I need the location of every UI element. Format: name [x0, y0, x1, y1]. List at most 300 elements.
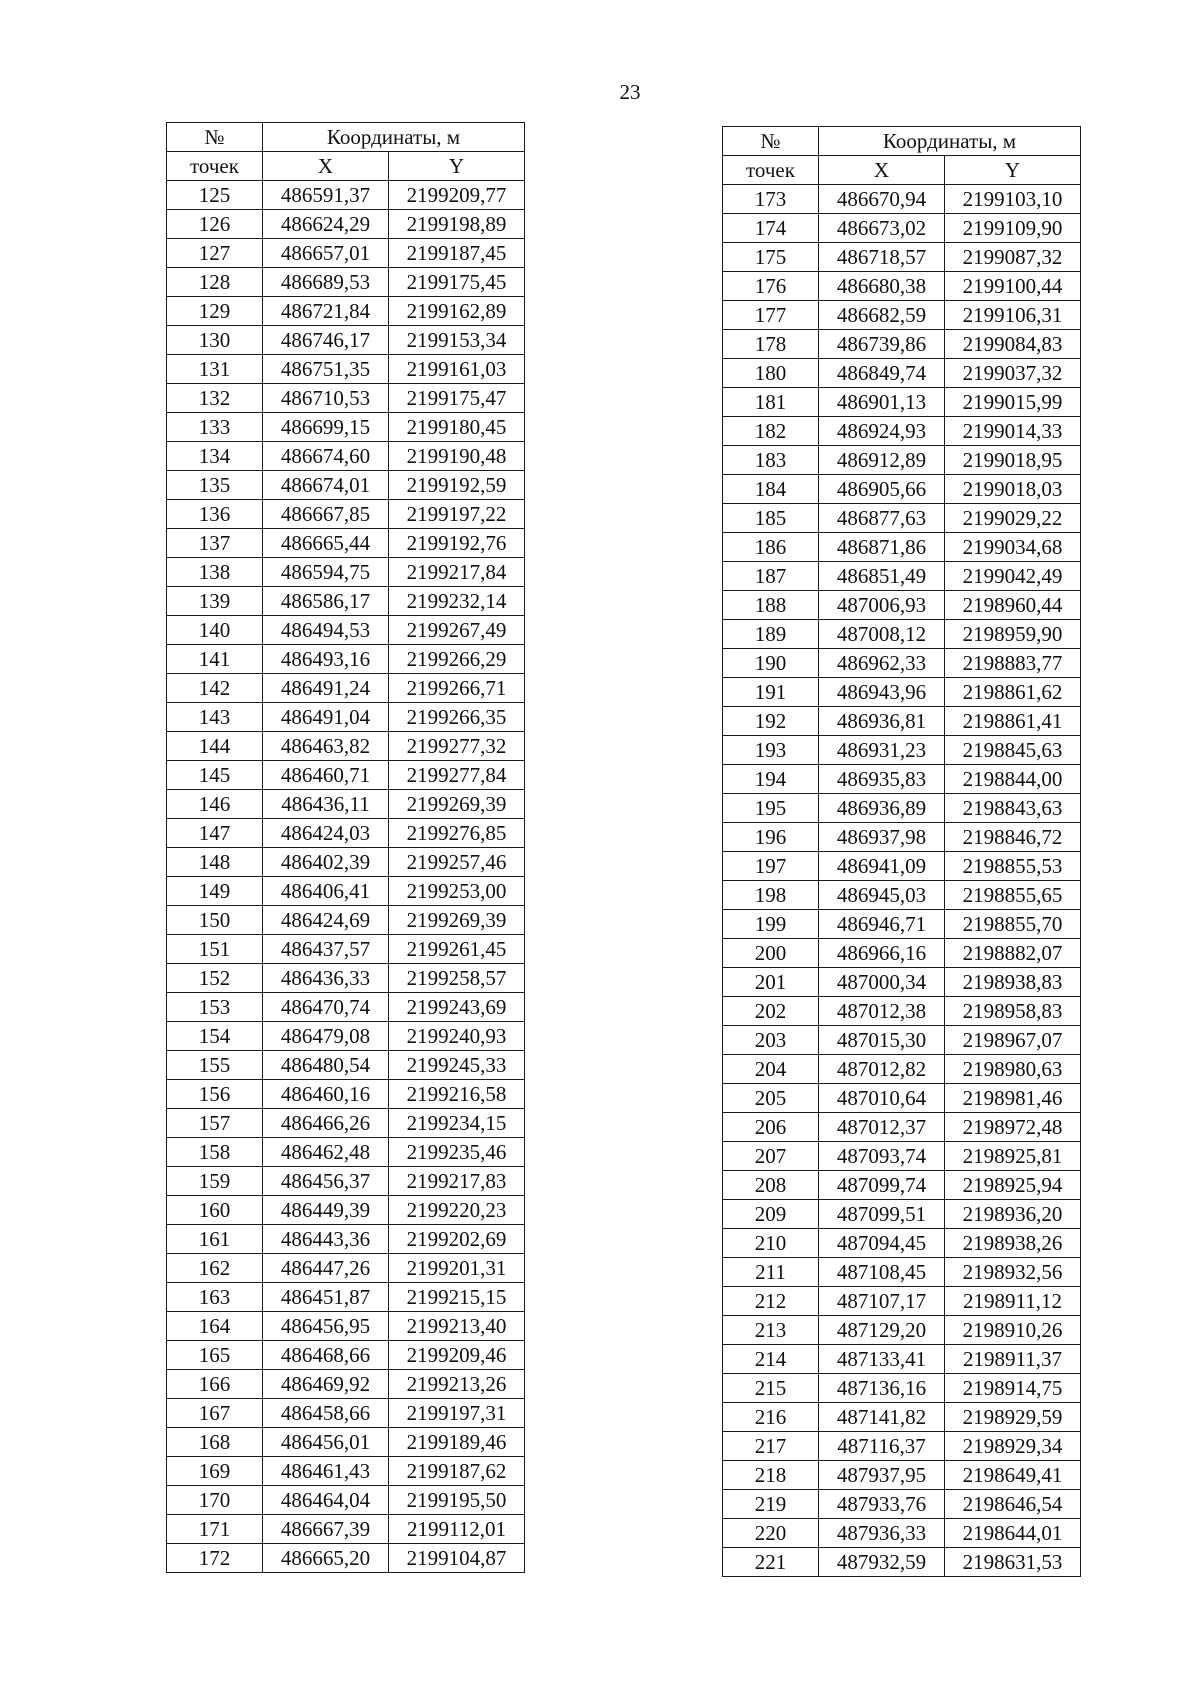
y-coordinate-cell: 2199034,68: [945, 533, 1081, 562]
y-coordinate-cell: 2198914,75: [945, 1374, 1081, 1403]
table-row: [167, 239, 525, 268]
point-number-cell: 131: [167, 355, 263, 384]
y-coordinate-cell: 2199198,89: [389, 210, 525, 239]
table-row: [723, 620, 1081, 649]
x-coordinate-cell: 486491,24: [263, 674, 389, 703]
point-number-cell: 129: [167, 297, 263, 326]
x-coordinate-cell: 486479,08: [263, 1022, 389, 1051]
table-row: [167, 790, 525, 819]
point-number-header-top: №: [723, 127, 819, 156]
point-number-cell: 151: [167, 935, 263, 964]
x-coordinate-cell: 486718,57: [819, 243, 945, 272]
point-number-cell: 213: [723, 1316, 819, 1345]
x-coordinate-cell: 486624,29: [263, 210, 389, 239]
x-coordinate-cell: 486699,15: [263, 413, 389, 442]
point-number-cell: 188: [723, 591, 819, 620]
y-coordinate-cell: 2199266,35: [389, 703, 525, 732]
y-coordinate-cell: 2199202,69: [389, 1225, 525, 1254]
table-body: [723, 185, 1081, 1577]
table-row: [167, 1283, 525, 1312]
x-coordinate-cell: 486464,04: [263, 1486, 389, 1515]
x-coordinate-cell: 486586,17: [263, 587, 389, 616]
x-coordinate-cell: 486451,87: [263, 1283, 389, 1312]
y-coordinate-cell: 2198843,63: [945, 794, 1081, 823]
point-number-cell: 138: [167, 558, 263, 587]
point-number-cell: 186: [723, 533, 819, 562]
y-coordinate-cell: 2199162,89: [389, 297, 525, 326]
coordinates-header: Координаты, м: [819, 127, 1081, 156]
y-coordinate-cell: 2198649,41: [945, 1461, 1081, 1490]
point-number-cell: 158: [167, 1138, 263, 1167]
y-coordinate-cell: 2199258,57: [389, 964, 525, 993]
y-coordinate-cell: 2198938,83: [945, 968, 1081, 997]
table-row: [723, 852, 1081, 881]
x-coordinate-cell: 487099,74: [819, 1171, 945, 1200]
y-coordinate-cell: 2199240,93: [389, 1022, 525, 1051]
y-coordinate-cell: 2199018,95: [945, 446, 1081, 475]
y-coordinate-cell: 2199103,10: [945, 185, 1081, 214]
coordinates-header: Координаты, м: [263, 123, 525, 152]
point-number-cell: 128: [167, 268, 263, 297]
point-number-cell: 194: [723, 765, 819, 794]
x-coordinate-cell: 486673,02: [819, 214, 945, 243]
y-coordinate-cell: 2198959,90: [945, 620, 1081, 649]
table-row: [167, 645, 525, 674]
table-row: [167, 1022, 525, 1051]
y-coordinate-cell: 2199215,15: [389, 1283, 525, 1312]
x-coordinate-cell: 486680,38: [819, 272, 945, 301]
table-row: [723, 794, 1081, 823]
x-coordinate-cell: 486460,71: [263, 761, 389, 790]
table-row: [723, 1403, 1081, 1432]
y-coordinate-cell: 2199197,31: [389, 1399, 525, 1428]
table-row: [723, 533, 1081, 562]
coordinates-table-left: [166, 122, 525, 1573]
point-number-cell: 197: [723, 852, 819, 881]
table-row: [167, 848, 525, 877]
y-coordinate-cell: 2199269,39: [389, 906, 525, 935]
point-number-cell: 133: [167, 413, 263, 442]
x-coordinate-cell: 486456,95: [263, 1312, 389, 1341]
table-row: [167, 181, 525, 210]
table-row: [167, 1370, 525, 1399]
y-coordinate-cell: 2198929,59: [945, 1403, 1081, 1432]
point-number-cell: 200: [723, 939, 819, 968]
table-row: [167, 587, 525, 616]
y-coordinate-cell: 2199209,77: [389, 181, 525, 210]
point-number-cell: 169: [167, 1457, 263, 1486]
point-number-cell: 216: [723, 1403, 819, 1432]
table-row: [167, 1457, 525, 1486]
point-number-cell: 204: [723, 1055, 819, 1084]
table-row: [723, 301, 1081, 330]
y-coordinate-cell: 2198883,77: [945, 649, 1081, 678]
point-number-cell: 127: [167, 239, 263, 268]
point-number-cell: 125: [167, 181, 263, 210]
table-row: [167, 1341, 525, 1370]
x-coordinate-cell: 487099,51: [819, 1200, 945, 1229]
point-number-cell: 192: [723, 707, 819, 736]
point-number-cell: 199: [723, 910, 819, 939]
y-coordinate-cell: 2199195,50: [389, 1486, 525, 1515]
point-number-cell: 214: [723, 1345, 819, 1374]
point-number-cell: 183: [723, 446, 819, 475]
point-number-cell: 161: [167, 1225, 263, 1254]
table-row: [723, 1461, 1081, 1490]
x-coordinate-cell: 486849,74: [819, 359, 945, 388]
y-coordinate-cell: 2199192,76: [389, 529, 525, 558]
table-row: [167, 471, 525, 500]
table-row: [723, 997, 1081, 1026]
x-coordinate-cell: 486491,04: [263, 703, 389, 732]
table-row: [167, 529, 525, 558]
x-coordinate-cell: 486877,63: [819, 504, 945, 533]
point-number-cell: 170: [167, 1486, 263, 1515]
point-number-cell: 140: [167, 616, 263, 645]
x-coordinate-cell: 486670,94: [819, 185, 945, 214]
table-row: [723, 1374, 1081, 1403]
table-row: [167, 1254, 525, 1283]
table-row: [723, 272, 1081, 301]
x-coordinate-cell: 486937,98: [819, 823, 945, 852]
y-coordinate-cell: 2199109,90: [945, 214, 1081, 243]
x-coordinate-cell: 486480,54: [263, 1051, 389, 1080]
table-row: [167, 1196, 525, 1225]
table-row: [167, 1051, 525, 1080]
point-number-cell: 201: [723, 968, 819, 997]
x-coordinate-cell: 486901,13: [819, 388, 945, 417]
point-number-cell: 143: [167, 703, 263, 732]
y-coordinate-cell: 2198845,63: [945, 736, 1081, 765]
x-coordinate-cell: 486674,60: [263, 442, 389, 471]
y-coordinate-cell: 2199267,49: [389, 616, 525, 645]
table-row: [723, 736, 1081, 765]
x-coordinate-cell: 486721,84: [263, 297, 389, 326]
y-coordinate-cell: 2198910,26: [945, 1316, 1081, 1345]
y-coordinate-cell: 2199213,40: [389, 1312, 525, 1341]
y-coordinate-cell: 2198980,63: [945, 1055, 1081, 1084]
y-coordinate-cell: 2198631,53: [945, 1548, 1081, 1577]
table-row: [167, 355, 525, 384]
table-row: [167, 268, 525, 297]
table-header: [167, 123, 525, 181]
x-column-header: X: [819, 156, 945, 185]
point-number-cell: 180: [723, 359, 819, 388]
table-row: [723, 968, 1081, 997]
y-coordinate-cell: 2198932,56: [945, 1258, 1081, 1287]
point-number-cell: 168: [167, 1428, 263, 1457]
table-row: [723, 1229, 1081, 1258]
y-coordinate-cell: 2199243,69: [389, 993, 525, 1022]
x-coordinate-cell: 487136,16: [819, 1374, 945, 1403]
point-number-cell: 167: [167, 1399, 263, 1428]
table-row: [723, 765, 1081, 794]
point-number-cell: 172: [167, 1544, 263, 1573]
table-row: [167, 819, 525, 848]
y-coordinate-cell: 2198882,07: [945, 939, 1081, 968]
x-coordinate-cell: 486424,69: [263, 906, 389, 935]
y-coordinate-cell: 2199015,99: [945, 388, 1081, 417]
y-coordinate-cell: 2198960,44: [945, 591, 1081, 620]
table-row: [167, 761, 525, 790]
table-row: [167, 1428, 525, 1457]
table-row: [723, 504, 1081, 533]
x-coordinate-cell: 487129,20: [819, 1316, 945, 1345]
point-number-cell: 184: [723, 475, 819, 504]
point-number-cell: 205: [723, 1084, 819, 1113]
x-coordinate-cell: 487108,45: [819, 1258, 945, 1287]
x-coordinate-cell: 486406,41: [263, 877, 389, 906]
table-row: [167, 1515, 525, 1544]
table-row: [723, 678, 1081, 707]
point-number-header-bottom: точек: [723, 156, 819, 185]
table-row: [167, 935, 525, 964]
point-number-cell: 146: [167, 790, 263, 819]
x-coordinate-cell: 487932,59: [819, 1548, 945, 1577]
y-coordinate-cell: 2198925,81: [945, 1142, 1081, 1171]
y-coordinate-cell: 2199161,03: [389, 355, 525, 384]
point-number-cell: 208: [723, 1171, 819, 1200]
y-coordinate-cell: 2199276,85: [389, 819, 525, 848]
y-coordinate-cell: 2199175,45: [389, 268, 525, 297]
point-number-cell: 181: [723, 388, 819, 417]
point-number-cell: 217: [723, 1432, 819, 1461]
x-coordinate-cell: 486460,16: [263, 1080, 389, 1109]
point-number-cell: 176: [723, 272, 819, 301]
x-coordinate-cell: 486462,48: [263, 1138, 389, 1167]
table-row: [723, 446, 1081, 475]
point-number-cell: 209: [723, 1200, 819, 1229]
point-number-cell: 137: [167, 529, 263, 558]
table-row: [167, 674, 525, 703]
x-coordinate-cell: 487008,12: [819, 620, 945, 649]
point-number-cell: 130: [167, 326, 263, 355]
point-number-cell: 220: [723, 1519, 819, 1548]
x-coordinate-cell: 487012,82: [819, 1055, 945, 1084]
y-coordinate-cell: 2199190,48: [389, 442, 525, 471]
y-coordinate-cell: 2198936,20: [945, 1200, 1081, 1229]
table-row: [167, 1080, 525, 1109]
x-coordinate-cell: 486667,85: [263, 500, 389, 529]
point-number-cell: 152: [167, 964, 263, 993]
y-coordinate-cell: 2198972,48: [945, 1113, 1081, 1142]
x-coordinate-cell: 486458,66: [263, 1399, 389, 1428]
point-number-cell: 157: [167, 1109, 263, 1138]
point-number-cell: 212: [723, 1287, 819, 1316]
table-row: [723, 214, 1081, 243]
x-coordinate-cell: 486945,03: [819, 881, 945, 910]
x-coordinate-cell: 486739,86: [819, 330, 945, 359]
y-coordinate-cell: 2199220,23: [389, 1196, 525, 1225]
table-row: [723, 823, 1081, 852]
y-coordinate-cell: 2199018,03: [945, 475, 1081, 504]
table-row: [167, 877, 525, 906]
y-coordinate-cell: 2199112,01: [389, 1515, 525, 1544]
x-coordinate-cell: 486463,82: [263, 732, 389, 761]
y-coordinate-cell: 2199253,00: [389, 877, 525, 906]
table-row: [167, 500, 525, 529]
point-number-cell: 211: [723, 1258, 819, 1287]
x-coordinate-cell: 486931,23: [819, 736, 945, 765]
x-coordinate-cell: 486962,33: [819, 649, 945, 678]
y-coordinate-cell: 2199217,84: [389, 558, 525, 587]
x-coordinate-cell: 487093,74: [819, 1142, 945, 1171]
x-coordinate-cell: 487000,34: [819, 968, 945, 997]
x-coordinate-cell: 487012,38: [819, 997, 945, 1026]
x-coordinate-cell: 486746,17: [263, 326, 389, 355]
table-row: [723, 1113, 1081, 1142]
point-number-cell: 141: [167, 645, 263, 674]
point-number-cell: 154: [167, 1022, 263, 1051]
table-row: [167, 558, 525, 587]
table-row: [723, 1258, 1081, 1287]
x-coordinate-cell: 486449,39: [263, 1196, 389, 1225]
y-coordinate-cell: 2199266,29: [389, 645, 525, 674]
table-row: [167, 1312, 525, 1341]
y-coordinate-cell: 2199029,22: [945, 504, 1081, 533]
table-row: [723, 185, 1081, 214]
table-row: [167, 1544, 525, 1573]
x-coordinate-cell: 486674,01: [263, 471, 389, 500]
point-number-cell: 139: [167, 587, 263, 616]
x-coordinate-cell: 486851,49: [819, 562, 945, 591]
y-coordinate-cell: 2199201,31: [389, 1254, 525, 1283]
table-row: [723, 417, 1081, 446]
point-number-cell: 189: [723, 620, 819, 649]
y-coordinate-cell: 2199234,15: [389, 1109, 525, 1138]
point-number-cell: 173: [723, 185, 819, 214]
y-coordinate-cell: 2198846,72: [945, 823, 1081, 852]
x-coordinate-cell: 486443,36: [263, 1225, 389, 1254]
table-row: [723, 1519, 1081, 1548]
x-coordinate-cell: 487012,37: [819, 1113, 945, 1142]
point-number-cell: 150: [167, 906, 263, 935]
x-coordinate-cell: 486935,83: [819, 765, 945, 794]
x-coordinate-cell: 486665,44: [263, 529, 389, 558]
point-number-cell: 142: [167, 674, 263, 703]
table-row: [723, 359, 1081, 388]
point-number-header-top: №: [167, 123, 263, 152]
x-coordinate-cell: 486941,09: [819, 852, 945, 881]
point-number-cell: 193: [723, 736, 819, 765]
x-coordinate-cell: 486657,01: [263, 239, 389, 268]
y-coordinate-cell: 2199189,46: [389, 1428, 525, 1457]
x-coordinate-cell: 487141,82: [819, 1403, 945, 1432]
table-row: [167, 616, 525, 645]
x-coordinate-cell: 487010,64: [819, 1084, 945, 1113]
x-coordinate-cell: 486437,57: [263, 935, 389, 964]
table-row: [167, 1486, 525, 1515]
table-row: [167, 1399, 525, 1428]
x-coordinate-cell: 486436,33: [263, 964, 389, 993]
point-number-cell: 144: [167, 732, 263, 761]
x-coordinate-cell: 487133,41: [819, 1345, 945, 1374]
table-row: [167, 1167, 525, 1196]
x-coordinate-cell: 486924,93: [819, 417, 945, 446]
table-row: [723, 1548, 1081, 1577]
x-coordinate-cell: 487116,37: [819, 1432, 945, 1461]
point-number-cell: 132: [167, 384, 263, 413]
point-number-cell: 207: [723, 1142, 819, 1171]
table-row: [723, 1055, 1081, 1084]
table-row: [723, 330, 1081, 359]
table-row: [723, 388, 1081, 417]
point-number-cell: 182: [723, 417, 819, 446]
x-coordinate-cell: 486591,37: [263, 181, 389, 210]
point-number-cell: 160: [167, 1196, 263, 1225]
point-number-cell: 149: [167, 877, 263, 906]
y-coordinate-cell: 2198855,70: [945, 910, 1081, 939]
table-row: [723, 881, 1081, 910]
point-number-cell: 153: [167, 993, 263, 1022]
point-number-cell: 147: [167, 819, 263, 848]
point-number-cell: 156: [167, 1080, 263, 1109]
x-coordinate-cell: 487015,30: [819, 1026, 945, 1055]
y-coordinate-cell: 2198861,62: [945, 678, 1081, 707]
point-number-cell: 191: [723, 678, 819, 707]
table-row: [167, 1138, 525, 1167]
y-coordinate-cell: 2199187,62: [389, 1457, 525, 1486]
x-coordinate-cell: 486667,39: [263, 1515, 389, 1544]
x-coordinate-cell: 486966,16: [819, 939, 945, 968]
point-number-cell: 175: [723, 243, 819, 272]
y-coordinate-cell: 2199266,71: [389, 674, 525, 703]
table-row: [167, 1225, 525, 1254]
y-coordinate-cell: 2199209,46: [389, 1341, 525, 1370]
table-row: [167, 993, 525, 1022]
point-number-cell: 165: [167, 1341, 263, 1370]
point-number-cell: 145: [167, 761, 263, 790]
table-row: [723, 1316, 1081, 1345]
table-row: [167, 906, 525, 935]
table-row: [723, 1345, 1081, 1374]
point-number-cell: 162: [167, 1254, 263, 1283]
y-coordinate-cell: 2199269,39: [389, 790, 525, 819]
x-coordinate-cell: 486710,53: [263, 384, 389, 413]
x-coordinate-cell: 487107,17: [819, 1287, 945, 1316]
x-coordinate-cell: 486946,71: [819, 910, 945, 939]
table-row: [167, 326, 525, 355]
y-coordinate-cell: 2199245,33: [389, 1051, 525, 1080]
y-coordinate-cell: 2199277,84: [389, 761, 525, 790]
x-coordinate-cell: 486493,16: [263, 645, 389, 674]
point-number-cell: 221: [723, 1548, 819, 1577]
point-number-cell: 159: [167, 1167, 263, 1196]
y-coordinate-cell: 2199042,49: [945, 562, 1081, 591]
y-coordinate-cell: 2199277,32: [389, 732, 525, 761]
table-row: [167, 442, 525, 471]
y-coordinate-cell: 2199187,45: [389, 239, 525, 268]
x-coordinate-cell: 487937,95: [819, 1461, 945, 1490]
point-number-cell: 164: [167, 1312, 263, 1341]
y-coordinate-cell: 2199197,22: [389, 500, 525, 529]
x-coordinate-cell: 486424,03: [263, 819, 389, 848]
y-coordinate-cell: 2199084,83: [945, 330, 1081, 359]
x-coordinate-cell: 487933,76: [819, 1490, 945, 1519]
point-number-cell: 202: [723, 997, 819, 1026]
x-coordinate-cell: 486689,53: [263, 268, 389, 297]
y-coordinate-cell: 2198855,65: [945, 881, 1081, 910]
y-coordinate-cell: 2198911,12: [945, 1287, 1081, 1316]
y-coordinate-cell: 2198844,00: [945, 765, 1081, 794]
y-coordinate-cell: 2198644,01: [945, 1519, 1081, 1548]
x-coordinate-cell: 486751,35: [263, 355, 389, 384]
x-coordinate-cell: 486447,26: [263, 1254, 389, 1283]
point-number-cell: 136: [167, 500, 263, 529]
point-number-cell: 166: [167, 1370, 263, 1399]
point-number-cell: 198: [723, 881, 819, 910]
point-number-cell: 203: [723, 1026, 819, 1055]
